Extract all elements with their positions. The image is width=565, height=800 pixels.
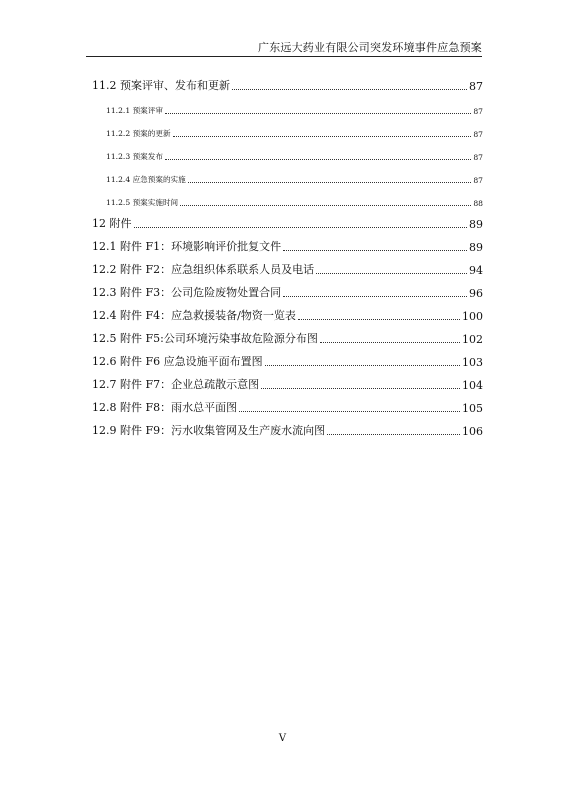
toc-entry-page: 87 xyxy=(473,153,483,162)
toc-entry-title: 12.3 附件 F3：公司危险废物处置合同 xyxy=(92,286,282,299)
toc-leader-dots xyxy=(134,227,468,228)
toc-entry[interactable] xyxy=(92,254,483,277)
toc-leader-dots xyxy=(165,113,471,114)
toc-entry[interactable] xyxy=(92,415,483,438)
toc-entry[interactable] xyxy=(92,392,483,415)
toc-leader-dots xyxy=(232,89,467,90)
toc-entry-title: 11.2.5 预案实施时间 xyxy=(106,198,179,207)
toc-entry[interactable] xyxy=(92,231,483,254)
toc-entry-page: 89 xyxy=(469,241,483,254)
toc-entry-title: 12 附件 xyxy=(92,217,132,230)
toc-entry-title: 11.2.2 预案的更新 xyxy=(106,129,171,138)
toc-entry-page: 102 xyxy=(462,333,483,346)
toc-entry[interactable] xyxy=(92,323,483,346)
toc-entry-title: 11.2 预案评审、发布和更新 xyxy=(92,79,230,92)
toc-leader-dots xyxy=(283,250,467,251)
toc-entry-title: 12.5 附件 F5:公司环境污染事故危险源分布图 xyxy=(92,332,318,345)
toc-entry[interactable] xyxy=(92,185,483,208)
toc-leader-dots xyxy=(239,411,460,412)
toc-entry-title: 11.2.4 应急预案的实施 xyxy=(106,175,186,184)
toc-entry-page: 87 xyxy=(473,130,483,139)
toc-entry[interactable] xyxy=(92,277,483,300)
toc-entry-title: 12.7 附件 F7：企业总疏散示意图 xyxy=(92,378,260,391)
toc-entry[interactable] xyxy=(92,346,483,369)
toc-leader-dots xyxy=(298,319,460,320)
toc-entry-page: 87 xyxy=(473,176,483,185)
toc-leader-dots xyxy=(188,182,472,183)
toc-entry[interactable] xyxy=(92,139,483,162)
toc-entry[interactable] xyxy=(92,369,483,392)
toc-entry-title: 12.2 附件 F2：应急组织体系联系人员及电话 xyxy=(92,263,315,276)
toc-entry-page: 104 xyxy=(462,379,483,392)
toc-leader-dots xyxy=(165,159,471,160)
toc-leader-dots xyxy=(261,388,460,389)
header-title: 广东远大药业有限公司突发环境事件应急预案 xyxy=(258,41,482,54)
toc-entry-title: 12.9 附件 F9：污水收集管网及生产废水流向图 xyxy=(92,424,326,437)
toc-entry-page: 88 xyxy=(473,199,483,208)
toc-entry[interactable] xyxy=(92,70,483,93)
toc-leader-dots xyxy=(316,273,467,274)
toc-entry[interactable] xyxy=(92,300,483,323)
toc-entry-title: 11.2.3 预案发布 xyxy=(106,152,163,161)
toc-leader-dots xyxy=(180,205,471,206)
toc-entry-page: 87 xyxy=(473,107,483,116)
toc-entry[interactable] xyxy=(92,116,483,139)
toc-entry-page: 96 xyxy=(469,287,483,300)
page-number: V xyxy=(278,733,287,744)
toc-entry[interactable] xyxy=(92,162,483,185)
toc-leader-dots xyxy=(173,136,472,137)
toc-leader-dots xyxy=(265,365,460,366)
toc-entry-title: 12.6 附件 F6 应急设施平面布置图 xyxy=(92,355,263,368)
toc-entry-page: 106 xyxy=(462,425,483,438)
toc-entry-title: 11.2.1 预案评审 xyxy=(106,106,163,115)
toc-entry-page: 103 xyxy=(462,356,483,369)
toc-leader-dots xyxy=(283,296,467,297)
toc-entry-page: 100 xyxy=(462,310,483,323)
toc-entry[interactable] xyxy=(92,93,483,116)
running-header xyxy=(86,38,482,57)
toc-entry-page: 89 xyxy=(469,218,483,231)
toc-entry-page: 94 xyxy=(469,264,483,277)
toc-entry-title: 12.8 附件 F8：雨水总平面图 xyxy=(92,401,238,414)
toc-entry-title: 12.1 附件 F1：环境影响评价批复文件 xyxy=(92,240,282,253)
toc-entry-page: 87 xyxy=(469,80,483,93)
toc-entry[interactable] xyxy=(92,208,483,231)
table-of-contents xyxy=(92,70,483,438)
toc-leader-dots xyxy=(320,342,460,343)
toc-entry-page: 105 xyxy=(462,402,483,415)
toc-entry-title: 12.4 附件 F4：应急救援装备/物资一览表 xyxy=(92,309,296,322)
toc-leader-dots xyxy=(327,434,460,435)
